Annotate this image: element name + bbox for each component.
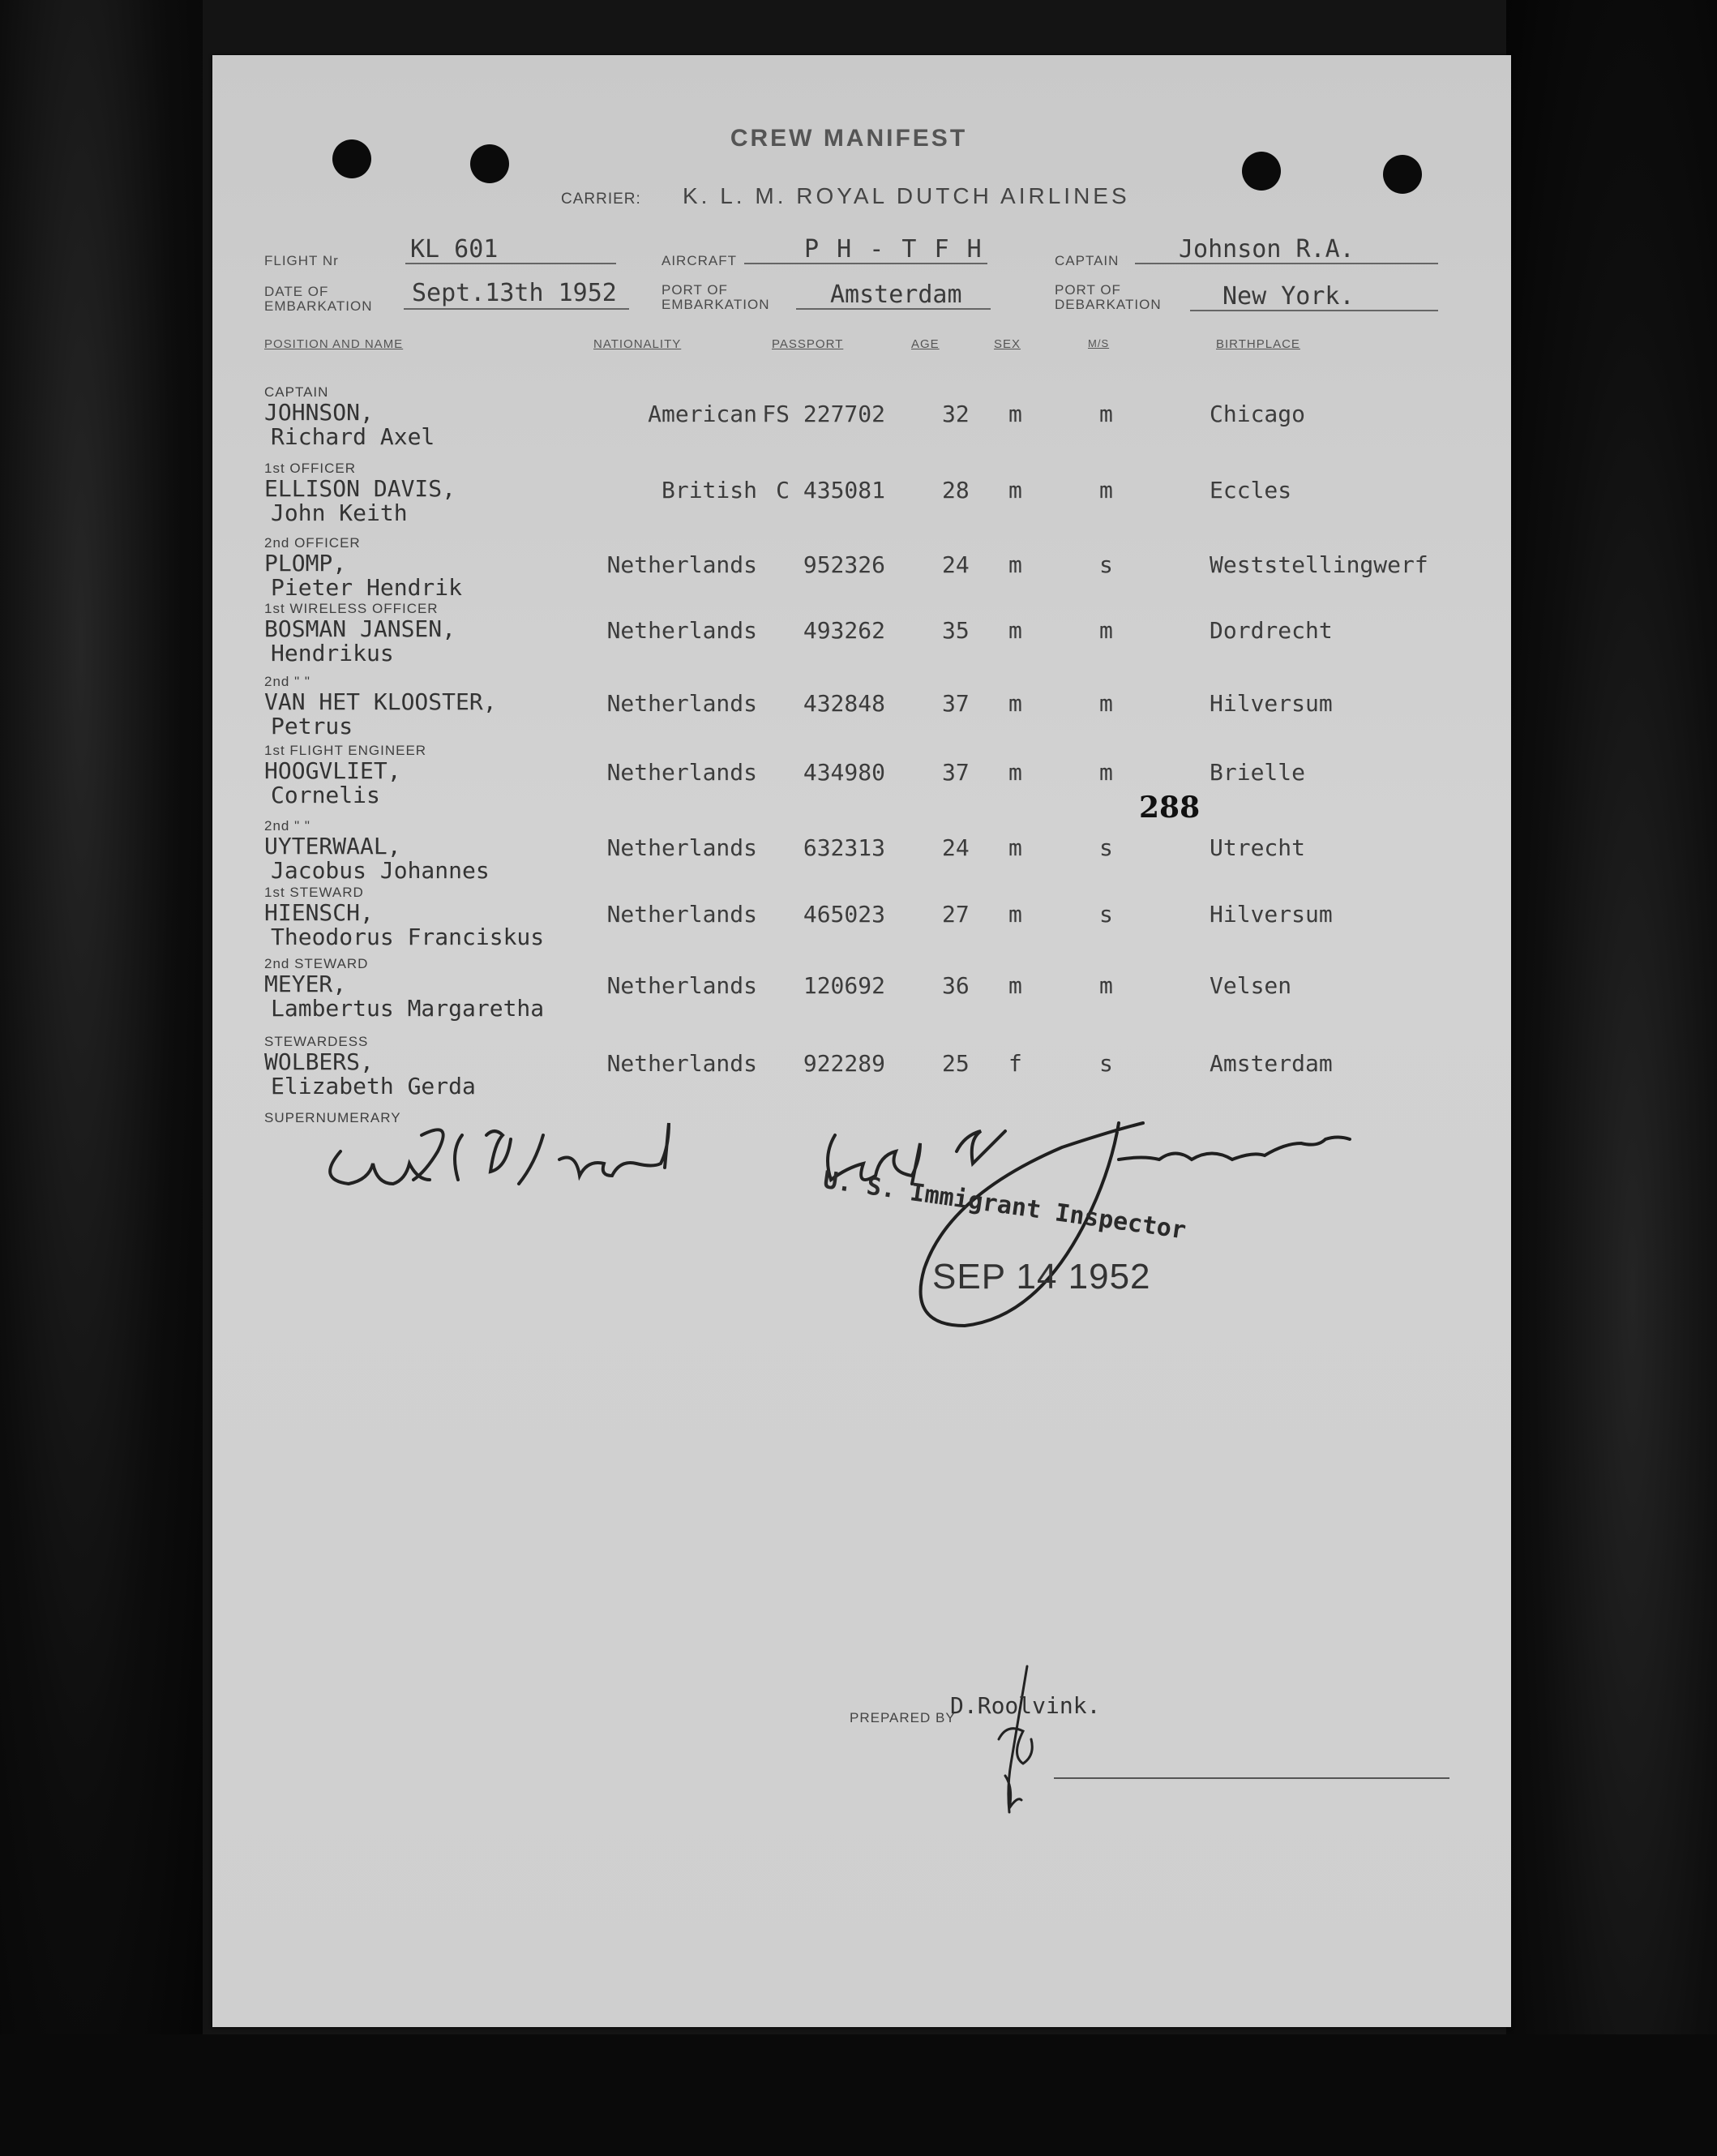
crew-age: 37 <box>942 759 970 786</box>
crew-birthplace: Utrecht <box>1210 834 1306 861</box>
crew-sex: m <box>1008 972 1022 999</box>
captain-label: CAPTAIN <box>1055 253 1120 268</box>
crew-age: 32 <box>942 401 970 427</box>
crew-nationality: Netherlands <box>606 972 757 999</box>
crew-birthplace: Brielle <box>1210 759 1306 786</box>
crew-sex: f <box>1008 1050 1022 1077</box>
crew-age: 27 <box>942 901 970 928</box>
crew-passport: 432848 <box>803 690 885 717</box>
crew-surname: HIENSCH, <box>264 899 374 926</box>
crew-position: 2nd " " <box>264 818 310 834</box>
crew-given-names: John Keith <box>271 499 408 526</box>
crew-nationality: Netherlands <box>606 1050 757 1077</box>
port-debarkation-label-1: PORT OF <box>1055 282 1121 298</box>
crew-given-names: Richard Axel <box>271 423 435 450</box>
crew-sex: m <box>1008 617 1022 644</box>
crew-marital-status: m <box>1099 477 1113 504</box>
crew-passport: C 435081 <box>776 477 885 504</box>
crew-marital-status: s <box>1099 1050 1113 1077</box>
crew-position: STEWARDESS <box>264 1034 369 1049</box>
crew-passport: 922289 <box>803 1050 885 1077</box>
prepared-by-label: PREPARED BY <box>850 1710 956 1725</box>
crew-given-names: Theodorus Franciskus <box>271 924 545 950</box>
crew-surname: VAN HET KLOOSTER, <box>264 688 497 715</box>
crew-sex: m <box>1008 759 1022 786</box>
crew-age: 24 <box>942 834 970 861</box>
crew-given-names: Pieter Hendrik <box>271 574 463 601</box>
crew-position: 1st WIRELESS OFFICER <box>264 601 439 616</box>
captain-value: Johnson R.A. <box>1179 235 1355 264</box>
immigration-stamp-text: U. S. Immigrant Inspector <box>821 1166 1188 1245</box>
crew-birthplace: Weststellingwerf <box>1210 551 1428 578</box>
crew-nationality: Netherlands <box>606 617 757 644</box>
crew-nationality: Netherlands <box>606 551 757 578</box>
crew-passport: 952326 <box>803 551 885 578</box>
crew-surname: MEYER, <box>264 971 347 997</box>
crew-position: 1st OFFICER <box>264 461 357 476</box>
crew-given-names: Lambertus Margaretha <box>271 995 545 1022</box>
crew-given-names: Hendrikus <box>271 640 394 667</box>
crew-given-names: Elizabeth Gerda <box>271 1073 476 1099</box>
column-header-nationality: NATIONALITY <box>593 337 682 351</box>
crew-passport: 493262 <box>803 617 885 644</box>
prepared-by-value: D.Roolvink. <box>950 1692 1101 1719</box>
crew-birthplace: Hilversum <box>1210 690 1333 717</box>
crew-age: 37 <box>942 690 970 717</box>
crew-surname: BOSMAN JANSEN, <box>264 615 456 642</box>
crew-birthplace: Amsterdam <box>1210 1050 1333 1077</box>
crew-passport: 465023 <box>803 901 885 928</box>
aircraft-value: P H - T F H <box>804 235 983 264</box>
crew-sex: m <box>1008 401 1022 427</box>
port-debarkation-value: New York. <box>1222 282 1355 311</box>
crew-surname: JOHNSON, <box>264 399 374 426</box>
crew-passport: FS 227702 <box>762 401 885 427</box>
immigration-stamp-date: SEP 14 1952 <box>932 1257 1151 1297</box>
crew-age: 35 <box>942 617 970 644</box>
crew-position: 1st STEWARD <box>264 885 364 900</box>
crew-surname: UYTERWAAL, <box>264 833 401 859</box>
crew-marital-status: s <box>1099 901 1113 928</box>
crew-position: 2nd " " <box>264 674 310 689</box>
crew-sex: m <box>1008 901 1022 928</box>
flight-value: KL 601 <box>410 235 499 264</box>
crew-marital-status: m <box>1099 972 1113 999</box>
port-embarkation-label-2: EMBARKATION <box>662 297 770 312</box>
crew-passport: 434980 <box>803 759 885 786</box>
crew-sex: m <box>1008 551 1022 578</box>
crew-surname: HOOGVLIET, <box>264 757 401 784</box>
column-header-age: AGE <box>911 337 940 351</box>
crew-sex: m <box>1008 834 1022 861</box>
crew-nationality: American <box>648 401 757 427</box>
crew-position: 2nd OFFICER <box>264 535 361 551</box>
crew-birthplace: Eccles <box>1210 477 1292 504</box>
crew-marital-status: m <box>1099 401 1113 427</box>
crew-nationality: Netherlands <box>606 901 757 928</box>
crew-marital-status: m <box>1099 759 1113 786</box>
crew-birthplace: Velsen <box>1210 972 1292 999</box>
crew-marital-status: m <box>1099 617 1113 644</box>
crew-position: CAPTAIN <box>264 384 329 400</box>
crew-position: 1st FLIGHT ENGINEER <box>264 743 427 758</box>
crew-given-names: Petrus <box>271 713 353 739</box>
column-header-birthplace: BIRTHPLACE <box>1216 337 1300 351</box>
port-debarkation-label-2: DEBARKATION <box>1055 297 1162 312</box>
crew-marital-status: s <box>1099 551 1113 578</box>
port-embarkation-label-1: PORT OF <box>662 282 728 298</box>
page-number: 288 <box>1139 791 1201 825</box>
crew-nationality: British <box>661 477 757 504</box>
column-header-position: POSITION AND NAME <box>264 337 404 351</box>
crew-passport: 120692 <box>803 972 885 999</box>
supernumerary-label: SUPERNUMERARY <box>264 1110 401 1125</box>
crew-age: 25 <box>942 1050 970 1077</box>
crew-surname: PLOMP, <box>264 550 347 577</box>
crew-age: 36 <box>942 972 970 999</box>
crew-birthplace: Dordrecht <box>1210 617 1333 644</box>
crew-sex: m <box>1008 690 1022 717</box>
crew-birthplace: Chicago <box>1210 401 1306 427</box>
crew-nationality: Netherlands <box>606 759 757 786</box>
crew-sex: m <box>1008 477 1022 504</box>
crew-birthplace: Hilversum <box>1210 901 1333 928</box>
crew-surname: WOLBERS, <box>264 1048 374 1075</box>
carrier-value: K. L. M. ROYAL DUTCH AIRLINES <box>683 183 1130 208</box>
carrier-label: CARRIER: <box>561 191 641 208</box>
flight-label: FLIGHT Nr <box>264 253 339 268</box>
port-embarkation-value: Amsterdam <box>830 281 962 309</box>
crew-surname: ELLISON DAVIS, <box>264 475 456 502</box>
column-header-sex: SEX <box>994 337 1021 351</box>
crew-nationality: Netherlands <box>606 834 757 861</box>
crew-age: 28 <box>942 477 970 504</box>
crew-given-names: Cornelis <box>271 782 380 808</box>
crew-age: 24 <box>942 551 970 578</box>
date-label-1: DATE OF <box>264 284 329 299</box>
column-header-ms: M/S <box>1088 337 1110 349</box>
crew-position: 2nd STEWARD <box>264 956 369 971</box>
crew-marital-status: m <box>1099 690 1113 717</box>
column-header-passport: PASSPORT <box>772 337 844 351</box>
aircraft-label: AIRCRAFT <box>662 253 737 268</box>
embarkation-date: Sept.13th 1952 <box>412 279 617 307</box>
crew-given-names: Jacobus Johannes <box>271 857 490 884</box>
crew-marital-status: s <box>1099 834 1113 861</box>
crew-nationality: Netherlands <box>606 690 757 717</box>
document-title: CREW MANIFEST <box>730 125 968 152</box>
date-label-2: EMBARKATION <box>264 298 373 314</box>
crew-passport: 632313 <box>803 834 885 861</box>
